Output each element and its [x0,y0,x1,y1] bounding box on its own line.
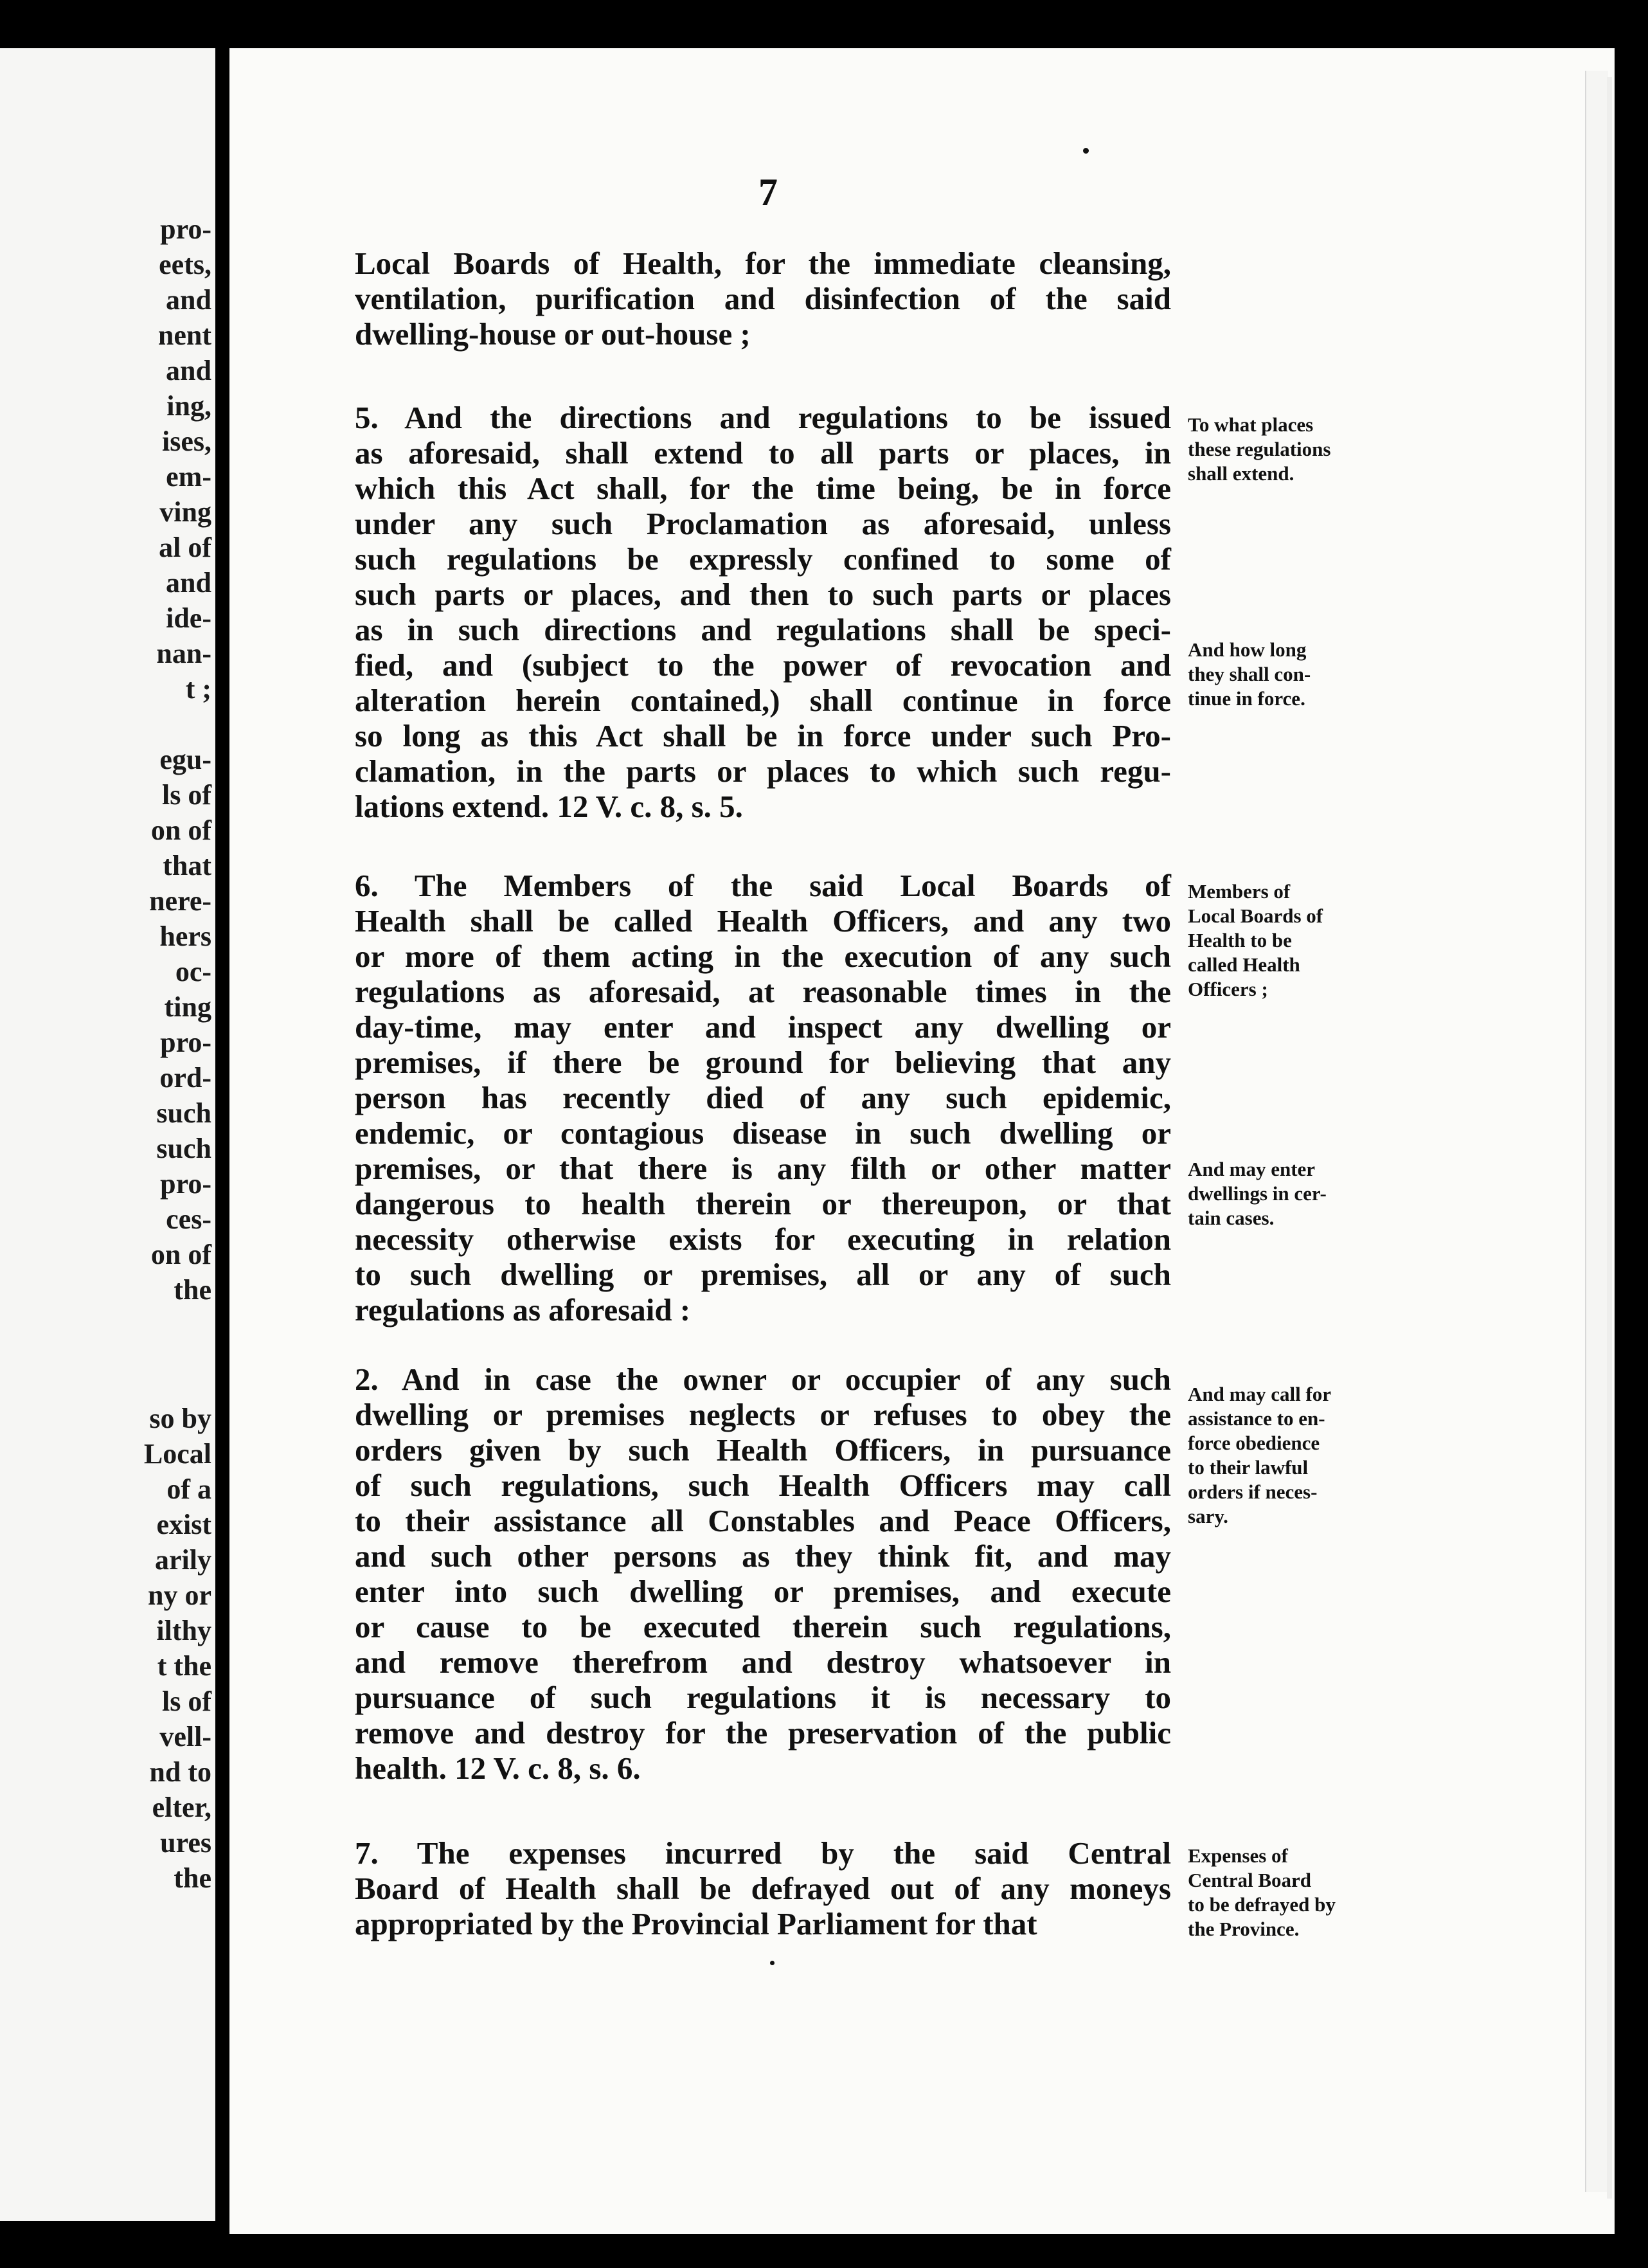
text-line: so long as this Act shall be in force under such Pro- [355,718,1171,753]
left-page-fragment: eets, [159,249,211,280]
text-line: and such other persons as they think fit, and may [355,1538,1171,1574]
side-note-expenses [1188,1844,1393,1941]
text-line: under any such Proclamation as aforesaid, unless [355,506,1171,541]
left-page-fragment: pro- [160,213,211,245]
side-note-line: they shall con- [1188,663,1311,685]
text-line: dwelling or premises neglects or refuses to obey the [355,1397,1171,1432]
left-page-fragment: that [163,850,211,881]
text-line: to such dwelling or premises, all or any of such [355,1257,1171,1292]
side-note-line: to be defrayed by [1188,1893,1336,1916]
text-line: as in such directions and regulations shall be speci- [355,612,1171,647]
left-page-fragment: egu- [159,744,211,775]
text-line: orders given by such Health Officers, in pursuance [355,1432,1171,1468]
left-page-fragment: pro- [160,1027,211,1058]
side-note-line: orders if neces- [1188,1480,1318,1503]
side-note-line: And may enter [1188,1158,1316,1180]
side-note-health-officers [1188,879,1393,1002]
paragraph-section-6-2 [355,1362,1171,1786]
left-page-fragment: al of [159,532,211,563]
text-line: lations extend. 12 V. c. 8, s. 5. [355,789,743,824]
left-page-fragment: ide- [166,602,211,634]
text-line: remove and destroy for the preservation of the public [355,1715,1171,1751]
page-edge-inner [1607,77,1612,2199]
text-line: necessity otherwise exists for executing in relation [355,1221,1171,1257]
left-page-fragment: nan- [156,638,211,669]
side-note-line: And how long [1188,638,1307,661]
text-line: regulations as aforesaid, at reasonable times in the [355,974,1171,1009]
text-line: and remove therefrom and destroy whatsoever in [355,1644,1171,1680]
side-note-line: Members of [1188,880,1291,903]
text-line: or cause to be executed therein such regulations, [355,1609,1171,1644]
left-page-fragment: such [156,1097,211,1129]
left-page-fragment: nent [157,320,211,351]
left-page-fragment: ures [160,1827,211,1859]
text-line: which this Act shall, for the time being, be in force [355,471,1171,506]
left-page-fragment: Local [143,1438,211,1470]
side-note-line: to their lawful [1188,1456,1309,1479]
text-line: 2. And in case the owner or occupier of any such [355,1362,1171,1397]
text-line: of such regulations, such Health Officers may call [355,1468,1171,1503]
side-note-line: dwellings in cer- [1188,1182,1327,1205]
left-page-fragment: arily [155,1544,211,1576]
paragraph-section-6 [355,868,1171,1328]
left-page-fragment: em- [166,461,211,492]
page-gutter [215,48,229,2234]
left-facing-page [0,48,215,2221]
left-page-fragment: ls of [162,1686,211,1717]
page-number: 7 [758,171,778,213]
paragraph-continuation [355,246,1171,352]
left-page-fragment: vell- [159,1721,211,1752]
side-note-line: force obedience [1188,1432,1320,1454]
side-note-line: Officers ; [1188,978,1268,1000]
text-line: fied, and (subject to the power of revocation and [355,647,1171,683]
left-page-fragment: hers [159,921,211,952]
left-page-fragment: and [166,567,211,598]
text-line: ventilation, purification and disinfection of the said [355,281,1171,316]
side-note-line: tinue in force. [1188,687,1305,710]
side-note-line: And may call for [1188,1383,1332,1405]
text-line: health. 12 V. c. 8, s. 6. [355,1751,641,1786]
paragraph-section-7 [355,1835,1171,1941]
text-line: Local Boards of Health, for the immediate cleansing, [355,246,1171,281]
text-line: such regulations be expressly confined to some of [355,541,1171,577]
left-page-fragment: ing, [166,390,211,422]
left-page-fragment: ilthy [156,1615,211,1646]
text-line: to their assistance all Constables and Peace Officers, [355,1503,1171,1538]
speck-mark [1083,148,1089,154]
left-page-fragment: the [174,1274,211,1306]
text-line: Board of Health shall be defrayed out of any moneys [355,1871,1171,1906]
side-note-line: the Province. [1188,1918,1300,1940]
left-page-fragment: exist [156,1509,211,1540]
text-line: as aforesaid, shall extend to all parts or places, in [355,435,1171,471]
text-line: 5. And the directions and regulations to be issued [355,400,1171,435]
side-note-duration [1188,638,1393,711]
side-note-line: Expenses of [1188,1844,1288,1867]
text-line: 7. The expenses incurred by the said Central [355,1835,1171,1871]
left-page-fragment: nere- [149,885,211,917]
side-note-line: To what places [1188,413,1314,436]
text-line: or more of them acting in the execution of any such [355,939,1171,974]
side-note-line: shall extend. [1188,462,1294,485]
speck-mark [770,1961,775,1965]
left-page-fragment: ces- [166,1203,211,1235]
text-line: clamation, in the parts or places to which such regu- [355,753,1171,789]
left-page-fragment: ord- [159,1062,211,1094]
page-edge [1585,71,1608,2192]
side-note-call-assistance [1188,1382,1393,1529]
side-note-line: these regulations [1188,438,1331,460]
side-note-line: assistance to en- [1188,1407,1325,1430]
text-line: pursuance of such regulations it is necessary to [355,1680,1171,1715]
left-page-fragment: ting [164,991,211,1023]
left-page-fragment: ving [159,496,211,528]
text-line: 6. The Members of the said Local Boards of [355,868,1171,903]
left-page-fragment: of a [166,1473,211,1505]
text-line: dangerous to health therein or thereupon, or that [355,1186,1171,1221]
side-note-line: tain cases. [1188,1207,1275,1229]
text-line: alteration herein contained,) shall continue in force [355,683,1171,718]
text-line: dwelling-house or out-house ; [355,316,751,352]
left-page-fragment: and [166,355,211,386]
left-page-fragment: ny or [148,1580,211,1611]
side-note-line: Health to be [1188,929,1292,951]
text-line: Health shall be called Health Officers, and any two [355,903,1171,939]
left-page-fragment: the [174,1862,211,1894]
text-line: day-time, may enter and inspect any dwelling or [355,1009,1171,1045]
left-page-fragment: elter, [152,1792,211,1823]
left-page-fragment: pro- [160,1168,211,1200]
paragraph-section-5 [355,400,1171,824]
left-page-fragment: ls of [162,779,211,811]
side-note-enter-dwellings [1188,1157,1393,1230]
left-page-fragment: ises, [162,426,211,457]
text-line: person has recently died of any such epidemic, [355,1080,1171,1115]
scan-top-border [0,0,1648,45]
text-line: regulations as aforesaid : [355,1292,691,1328]
side-note-places [1188,413,1393,486]
side-note-line: called Health [1188,953,1300,976]
text-line: such parts or places, and then to such parts or places [355,577,1171,612]
left-page-fragment: t ; [185,673,211,705]
left-page-fragment: on of [150,1239,211,1270]
left-page-fragment: nd to [149,1756,211,1788]
left-page-fragment: so by [149,1403,211,1434]
side-note-line: Central Board [1188,1869,1312,1891]
text-line: premises, if there be ground for believing that any [355,1045,1171,1080]
left-page-fragment: and [166,284,211,316]
text-line: enter into such dwelling or premises, and execute [355,1574,1171,1609]
text-line: endemic, or contagious disease in such dwelling or [355,1115,1171,1151]
text-line: appropriated by the Provincial Parliament for that [355,1906,1037,1941]
side-note-line: Local Boards of [1188,905,1323,927]
left-page-fragment: such [156,1133,211,1164]
left-page-fragment: on of [150,815,211,846]
text-line: premises, or that there is any filth or other matter [355,1151,1171,1186]
left-page-fragment: oc- [175,956,211,987]
left-page-fragment: t the [157,1650,211,1682]
side-note-line: sary. [1188,1505,1228,1527]
